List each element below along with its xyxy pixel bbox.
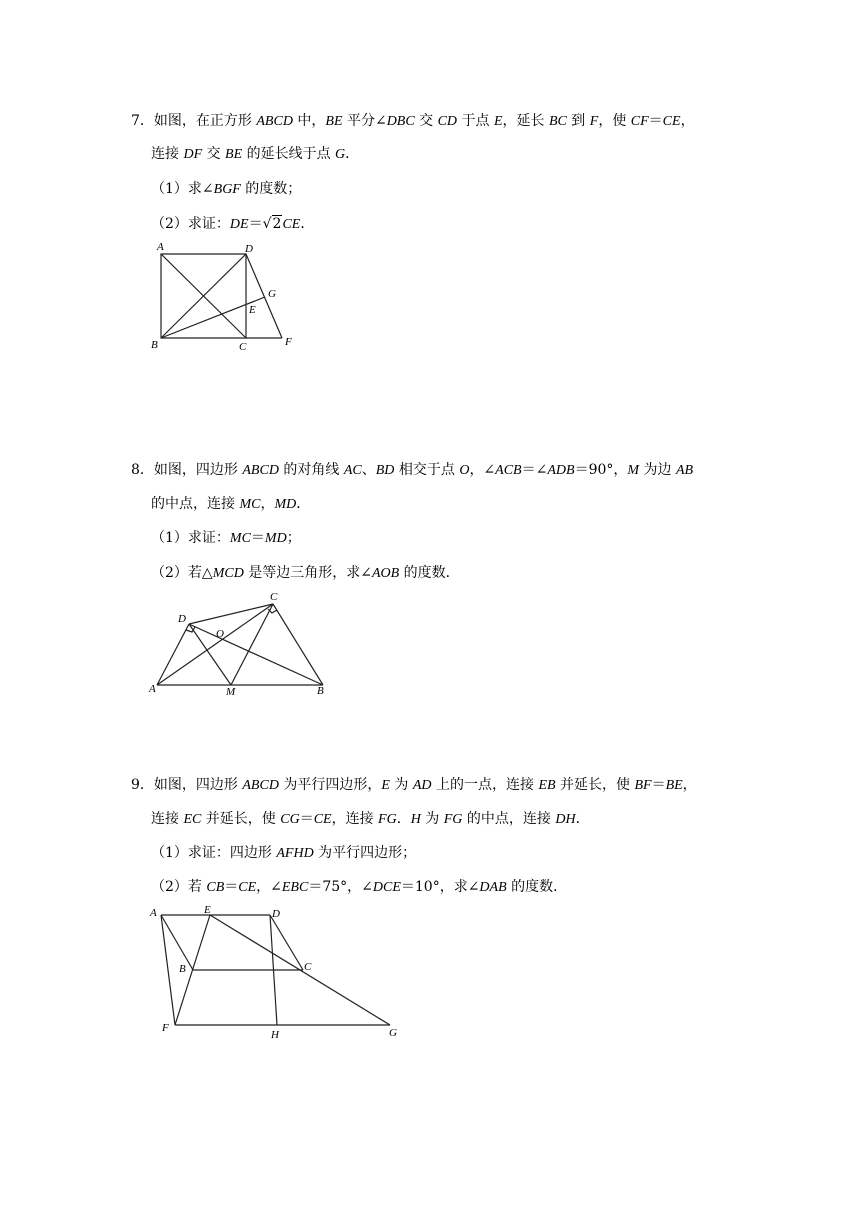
label-g: G <box>268 288 276 300</box>
text-run: 并延长，使 <box>201 811 281 827</box>
text-run: 的中点，连接 <box>462 811 556 827</box>
label-e: E <box>249 304 256 316</box>
label-d: D <box>245 243 253 255</box>
label-b: B <box>317 685 324 697</box>
label-f: F <box>285 336 292 348</box>
q7-part2-lhs: DE <box>229 217 249 232</box>
math-symbol: MD <box>264 531 287 546</box>
math-symbol: DH <box>555 812 576 827</box>
label-d: D <box>178 613 186 625</box>
text-run: ＝ <box>651 777 666 793</box>
text-run: 为 <box>389 777 413 793</box>
text-run: 、 <box>361 462 376 478</box>
math-symbol: AD <box>412 778 432 793</box>
math-symbol: CG <box>280 812 300 827</box>
text-run: ， <box>260 496 275 512</box>
label-h: H <box>271 1029 279 1041</box>
math-symbol: G <box>335 147 346 162</box>
text-run: 是等边三角形，求∠ <box>243 565 372 581</box>
math-symbol: MC <box>239 497 261 512</box>
text-run: （2）若△ <box>151 565 213 581</box>
q9-number: 9． <box>131 777 154 793</box>
math-symbol: CE <box>238 880 257 895</box>
text-run: ＝∠ <box>521 462 548 478</box>
text-run: ， <box>682 777 697 793</box>
math-symbol: MCD <box>212 566 244 581</box>
text-run: 上的一点，连接 <box>431 777 539 793</box>
text-run: ＝75°，∠ <box>308 879 373 895</box>
math-symbol: CE <box>662 114 681 129</box>
text-run: ＝10°，求∠ <box>400 879 480 895</box>
q7-part2-end: ． <box>300 216 315 232</box>
text-run: 为平行四边形， <box>278 777 382 793</box>
text-run: 交 <box>202 146 226 162</box>
text-run: 如图，在正方形 <box>153 113 257 129</box>
label-a: A <box>150 907 157 919</box>
text-run: ，∠ <box>469 462 496 478</box>
math-symbol: O <box>459 463 470 478</box>
math-symbol: BF <box>634 778 652 793</box>
label-a: A <box>149 683 156 695</box>
segment-ab <box>161 915 193 970</box>
radicand: 2 <box>272 216 282 232</box>
text-run: 的度数． <box>399 565 460 581</box>
text-run: 的中点，连接 <box>151 496 240 512</box>
math-symbol: ABCD <box>242 778 279 793</box>
math-symbol: ACB <box>495 463 522 478</box>
radical-sign: √ <box>262 216 272 232</box>
q7-number: 7． <box>131 113 154 129</box>
math-symbol: E <box>493 114 503 129</box>
text-run: 并延长，使 <box>555 777 635 793</box>
text-run: 为 <box>420 811 444 827</box>
math-symbol: CD <box>437 114 458 129</box>
text-run: 于点 <box>457 113 494 129</box>
text-run: ＝ <box>648 113 663 129</box>
math-symbol: FG <box>378 812 397 827</box>
q7-part2-eq: ＝ <box>248 216 263 232</box>
math-symbol: EBC <box>281 880 309 895</box>
label-a: A <box>157 241 164 253</box>
math-symbol: DAB <box>479 880 507 895</box>
math-symbol: MD <box>274 497 297 512</box>
text-run: 连接 <box>151 811 184 827</box>
q7-part2-prefix: （2）求证： <box>151 216 230 232</box>
text-run: ； <box>286 530 301 546</box>
label-o: O <box>216 628 224 640</box>
text-run: 为平行四边形； <box>313 845 417 861</box>
text-run: ． <box>575 811 590 827</box>
text-run: （2）若 <box>151 879 207 895</box>
text-run: ． <box>396 811 411 827</box>
text-run: ， <box>680 113 695 129</box>
label-c: C <box>239 341 247 353</box>
math-symbol: DCE <box>372 880 401 895</box>
text-run: 的度数； <box>240 181 302 197</box>
text-run: ，连接 <box>331 811 379 827</box>
text-run: ，延长 <box>502 113 549 129</box>
math-symbol: EB <box>538 778 556 793</box>
text-run: ＝ <box>224 879 239 895</box>
math-symbol: FG <box>443 812 463 827</box>
text-run: 为边 <box>639 462 676 478</box>
math-symbol: AOB <box>372 566 400 581</box>
label-b: B <box>179 963 186 975</box>
math-symbol: EC <box>183 812 202 827</box>
text-run: 如图，四边形 <box>153 777 243 793</box>
math-symbol: BE <box>665 778 683 793</box>
math-symbol: E <box>381 778 390 793</box>
text-run: ． <box>296 496 311 512</box>
math-symbol: ABCD <box>256 114 293 129</box>
math-symbol: AFHD <box>276 846 314 861</box>
math-symbol: DBC <box>386 114 415 129</box>
math-symbol: BE <box>225 147 243 162</box>
segment-af <box>161 915 175 1025</box>
math-symbol: AB <box>675 463 694 478</box>
label-f: F <box>162 1022 169 1034</box>
label-g: G <box>389 1027 397 1039</box>
math-symbol: BC <box>548 114 567 129</box>
text-run: 如图，四边形 <box>153 462 243 478</box>
math-symbol: BE <box>325 114 343 129</box>
math-symbol: DF <box>183 147 203 162</box>
text-run: 相交于点 <box>394 462 460 478</box>
math-symbol: BD <box>375 463 395 478</box>
label-c: C <box>270 591 278 603</box>
text-run: 到 <box>566 113 590 129</box>
text-run: 的度数． <box>506 879 568 895</box>
text-run: （1）求∠ <box>151 181 214 197</box>
q7-part2-rhs: CE <box>282 217 301 232</box>
math-symbol: MC <box>229 531 251 546</box>
text-run: 的对角线 <box>278 462 344 478</box>
math-symbol: AC <box>343 463 362 478</box>
label-m: M <box>226 686 236 698</box>
math-symbol: ABCD <box>242 463 279 478</box>
text-run: ＝ <box>299 811 314 827</box>
text-run: 交 <box>414 113 438 129</box>
label-e: E <box>204 904 211 916</box>
label-d: D <box>272 908 280 920</box>
text-run: 连接 <box>151 146 184 162</box>
text-run: （1）求证： <box>151 530 230 546</box>
text-run: ＝90°， <box>574 462 628 478</box>
math-symbol: BGF <box>213 182 241 197</box>
text-run: ． <box>345 146 360 162</box>
label-b: B <box>151 339 158 351</box>
math-symbol: CF <box>630 114 649 129</box>
math-symbol: ADB <box>547 463 575 478</box>
math-symbol: F <box>589 114 599 129</box>
math-symbol: H <box>410 812 421 827</box>
text-run: ，使 <box>598 113 631 129</box>
text-run: （1）求证：四边形 <box>151 845 277 861</box>
math-symbol: M <box>627 463 640 478</box>
text-run: ＝ <box>250 530 265 546</box>
text-run: 的延长线于点 <box>242 146 336 162</box>
text-run: 中， <box>292 113 326 129</box>
label-c: C <box>304 961 312 973</box>
math-symbol: CB <box>206 880 225 895</box>
text-run: ，∠ <box>256 879 282 895</box>
math-symbol: CE <box>313 812 332 827</box>
q8-number: 8． <box>131 462 154 478</box>
text-run: 平分∠ <box>342 113 387 129</box>
